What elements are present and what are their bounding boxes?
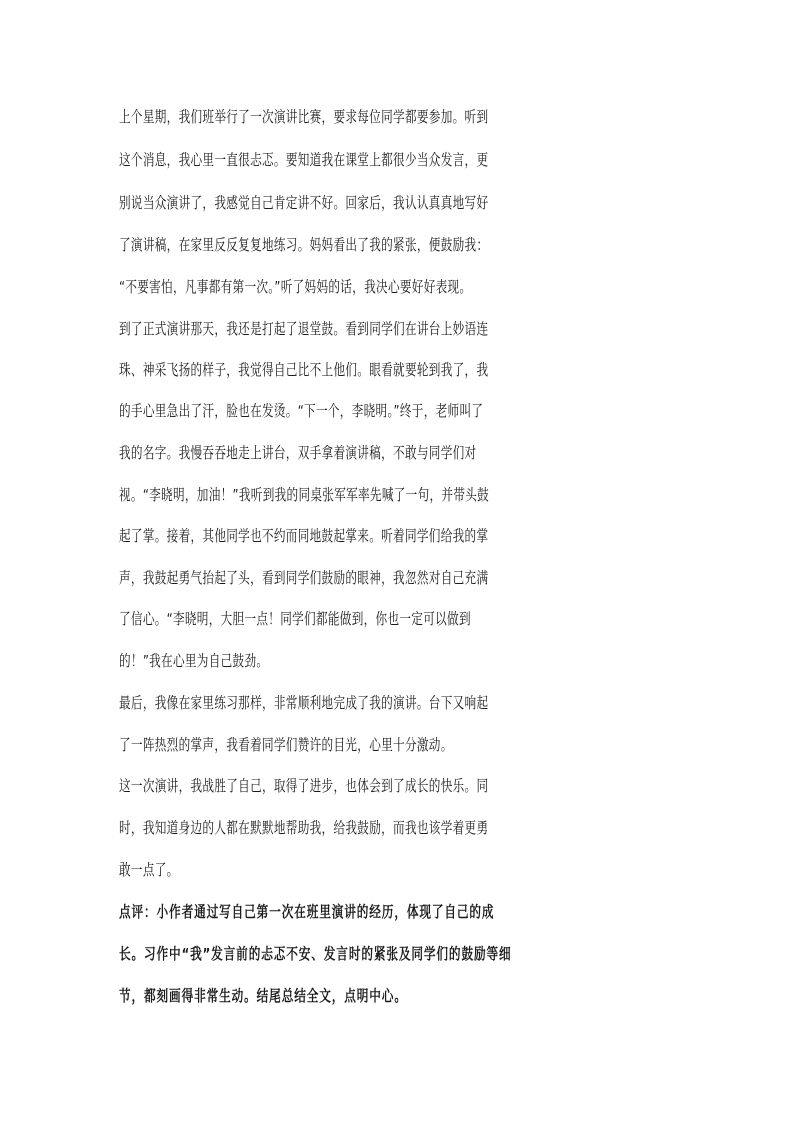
essay-line: 时，我知道身边的人都在默默地帮助我，给我鼓励，而我也该学着更勇 bbox=[119, 819, 489, 837]
essay-line: 了一阵热烈的掌声，我看着同学们赞许的目光，心里十分激动。 bbox=[119, 736, 453, 754]
essay-line: 这个消息，我心里一直很忐忑。要知道我在课堂上都很少当众发言，更 bbox=[119, 151, 489, 169]
comment-line: 长。习作中“我”发言前的忐忑不安、发言时的紧张及同学们的鼓励等细 bbox=[119, 945, 512, 963]
essay-line: 声，我鼓起勇气抬起了头，看到同学们鼓励的眼神，我忽然对自己充满 bbox=[119, 569, 489, 587]
essay-line: “不要害怕，凡事都有第一次。”听了妈妈的话，我决心要好好表现。 bbox=[119, 278, 472, 296]
essay-line: 了信心。“李晓明，大胆一点！同学们都能做到，你也一定可以做到 bbox=[119, 610, 471, 628]
essay-line: 珠、神采飞扬的样子，我觉得自己比不上他们。眼看就要轮到我了，我 bbox=[119, 361, 489, 379]
essay-line: 我的名字。我慢吞吞地走上讲台，双手拿着演讲稿，不敢与同学们对 bbox=[119, 444, 477, 462]
essay-line: 最后，我像在家里练习那样，非常顺利地完成了我的演讲。台下又响起 bbox=[119, 694, 489, 712]
essay-line: 敢一点了。 bbox=[119, 861, 179, 879]
essay-line: 这一次演讲，我战胜了自己，取得了进步，也体会到了成长的快乐。同 bbox=[119, 777, 489, 795]
essay-line: 的手心里急出了汗，脸也在发烫。“下一个，李晓明。”终于，老师叫了 bbox=[119, 402, 484, 420]
essay-line: 了演讲稿，在家里反反复复地练习。妈妈看出了我的紧张，便鼓励我： bbox=[119, 236, 489, 254]
comment-line: 节，都刻画得非常生动。结尾总结全文，点明中心。 bbox=[119, 987, 407, 1005]
essay-line: 视。“李晓明，加油！”我听到我的同桌张军军率先喊了一句，并带头鼓 bbox=[119, 486, 490, 504]
essay-line: 的！”我在心里为自己鼓劲。 bbox=[119, 652, 269, 670]
comment-line: 点评：小作者通过写自己第一次在班里演讲的经历，体现了自己的成 bbox=[119, 903, 495, 921]
essay-line: 到了正式演讲那天，我还是打起了退堂鼓。看到同学们在讲台上妙语连 bbox=[119, 320, 489, 338]
essay-line: 起了掌。接着，其他同学也不约而同地鼓起掌来。听着同学们给我的掌 bbox=[119, 527, 489, 545]
essay-line: 上个星期，我们班举行了一次演讲比赛，要求每位同学都要参加。听到 bbox=[119, 108, 489, 126]
essay-line: 别说当众演讲了，我感觉自己肯定讲不好。回家后，我认认真真地写好 bbox=[119, 194, 489, 212]
